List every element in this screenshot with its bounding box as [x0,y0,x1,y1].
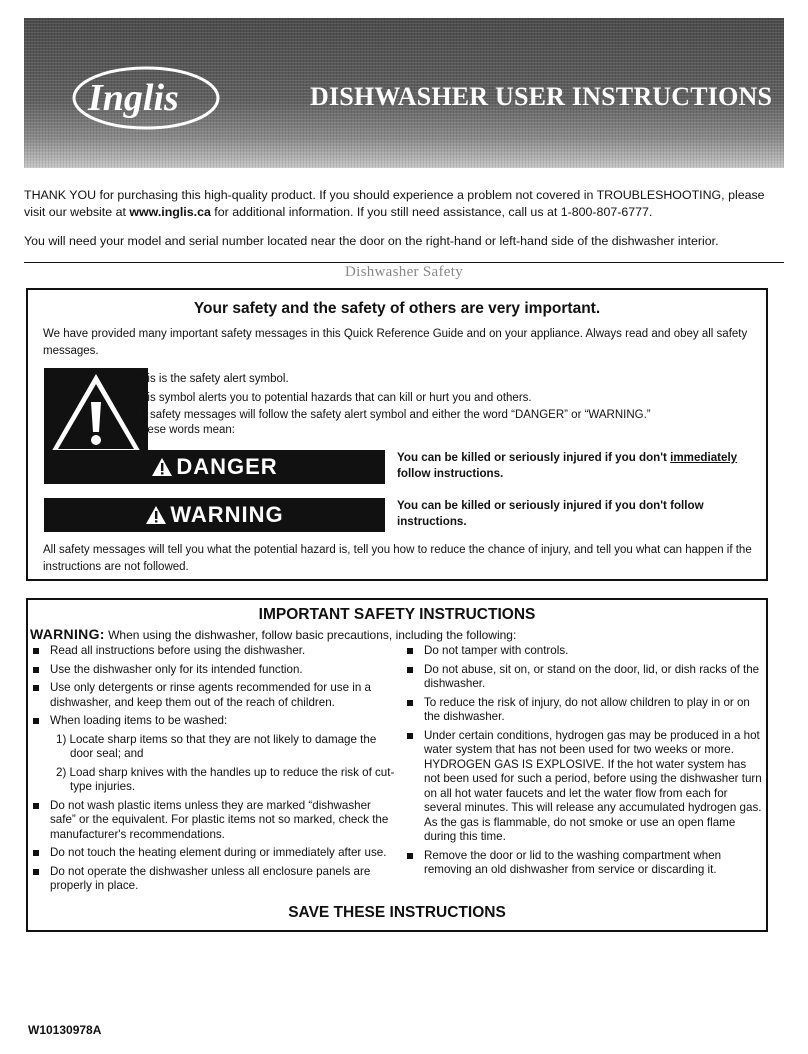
list-item: Read all instructions before using the dishwasher. [30,644,396,659]
alert-line: All safety messages will follow the safety alert symbol and either the word “DANGER” or “WARNING.” [134,409,651,421]
list-item: Do not tamper with controls. [404,644,762,659]
sub-item: 2) Load sharp knives with the handles up to reduce the risk of cut-type injuries. [56,765,395,793]
intro-text-post: for additional information. If you still need assistance, call us at 1-800-807-6777. [210,205,653,219]
alert-line: This symbol alerts you to potential hazards that can kill or hurt you and others. [134,392,532,404]
safety-intro: We have provided many important safety messages in this Quick Reference Guide and on your appliance. Always read and obey all safety messages. [43,328,748,357]
safety-heading: Your safety and the safety of others are very important. [193,300,601,317]
warning-signal-word [44,498,385,532]
list-item: Remove the door or lid to the washing compartment when removing an old dishwasher from service or discarding it. [404,849,762,878]
section-title: Dishwasher Safety [345,264,463,280]
page-title: DISHWASHER USER INSTRUCTIONS [310,82,773,111]
list-item: Do not wash plastic items unless they are marked “dishwasher safe” or the equivalent. For plastic items not so marked, check the manufacturer's recommendations. [30,799,396,843]
warning-line [30,626,760,642]
sub-item: 1) Locate sharp items so that they are not likely to damage the door seal; and [56,732,377,760]
warning-label: WARNING [170,502,284,527]
warning-meaning: You can be killed or seriously injured if you don't follow instructions. [397,499,704,528]
safety-box [26,288,768,581]
danger-label: DANGER [176,454,278,479]
list-item: Do not touch the heating element during or immediately after use. [30,846,396,861]
danger-signal-word [44,450,385,484]
website-link[interactable]: www.inglis.ca [129,205,211,219]
list-item: Do not abuse, sit on, or stand on the door, lid, or dish racks of the dishwasher. [404,663,762,692]
safety-alert-icon [44,368,148,460]
alert-line: This is the safety alert symbol. [134,373,289,385]
alert-triangle-icon [145,505,167,525]
list-item: When loading items to be washed: [30,714,396,729]
document-number: W10130978A [28,1023,102,1037]
instructions-heading: IMPORTANT SAFETY INSTRUCTIONS [258,606,536,623]
intro-paragraph [24,187,784,221]
header-banner [24,18,784,168]
intro-text-pre: THANK YOU for purchasing this high-quality product. If you should experience a problem not covered in TROUBLESHOOTING, please visit our website at [24,188,765,219]
brand-text: Inglis [88,77,179,119]
danger-emphasis: immediately [670,451,738,464]
danger-meaning [397,450,763,482]
alert-triangle-icon [151,457,173,477]
alert-explanation [134,370,754,438]
divider [24,262,784,263]
alert-line: These words mean: [134,424,235,436]
list-item: Use the dishwasher only for its intended function. [30,663,396,678]
safety-footer: All safety messages will tell you what the potential hazard is, tell you how to reduce the chance of injury, and tell you what can happen if the instructions are not followed. [43,544,752,573]
instructions-box [26,598,768,932]
warning-text: When using the dishwasher, follow basic precautions, including the following: [108,628,517,642]
model-note: You will need your model and serial number located near the door on the right-hand or left-hand side of the dishwasher interior. [24,234,719,248]
save-instructions: SAVE THESE INSTRUCTIONS [288,904,506,921]
list-item: To reduce the risk of injury, do not allow children to play in or on the dishwasher. [404,696,762,725]
danger-text-end: follow instructions. [397,467,504,480]
warning-prefix: WARNING: [30,626,105,642]
list-item: Do not operate the dishwasher unless all enclosure panels are properly in place. [30,865,396,894]
list-item: Use only detergents or rinse agents recommended for use in a dishwasher, and keep them out of the reach of children. [30,681,396,710]
list-item: Under certain conditions, hydrogen gas may be produced in a hot water system that has not been used for two weeks or more. HYDROGEN GAS IS EXPLOSIVE. If the hot water system has not been used for such a period, before using the dishwasher turn on all hot water faucets and let the water flow from each for several minutes. This will release any accumulated hydrogen gas. As the gas is flammable, do not smoke or use an open flame during this time. [404,729,762,845]
left-column [30,644,396,898]
danger-text: You can be killed or seriously injured if you don't [397,451,671,464]
inglis-logo [66,58,236,138]
right-column [404,644,762,882]
